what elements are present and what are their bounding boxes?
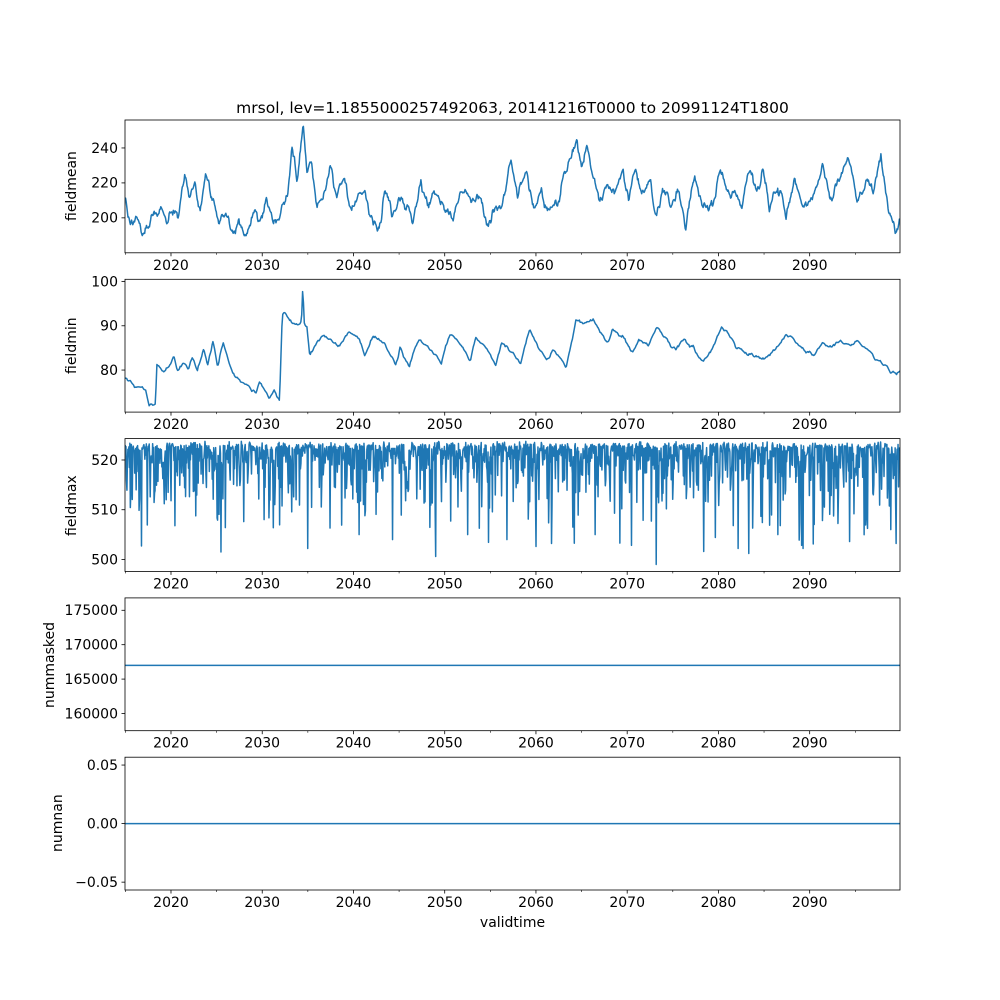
subplot-numnan [75,757,900,911]
x-tick-label: 2060 [518,257,554,274]
x-tick-label: 2050 [426,576,463,593]
x-tick-label: 2090 [791,735,828,752]
y-tick-label: 500 [91,552,118,569]
x-tick-label: 2090 [791,895,828,911]
axes-spine-fieldmin [125,279,900,412]
x-tick-label: 2040 [335,895,372,911]
x-tick-label: 2070 [609,895,646,911]
x-tick-label: 2040 [335,257,372,274]
x-tick-label: 2080 [700,417,737,434]
x-tick-label: 2020 [153,576,189,593]
x-tick-label: 2050 [426,735,463,752]
x-tick-label: 2020 [153,257,189,274]
y-tick-label: 165000 [64,671,118,688]
y-axis-label-numnan: numnan [50,794,66,853]
y-tick-label: 0.00 [86,816,118,833]
y-axis-label-fieldmax: fieldmax [64,475,80,536]
subplot-fieldmin [91,274,900,433]
x-tick-label: 2090 [791,257,828,274]
y-tick-label: 240 [91,140,118,157]
x-tick-label: 2030 [244,735,281,752]
y-tick-label: 0.05 [86,757,118,774]
x-tick-label: 2050 [426,895,463,911]
x-tick-label: 2070 [609,257,646,274]
subplot-nummasked [65,598,900,752]
x-tick-label: 2080 [700,895,737,911]
y-tick-label: 175000 [64,603,118,620]
figure-title: mrsol, lev=1.1855000257492063, 20141216T0000 to 20991124T1800 [236,99,789,117]
y-tick-label: 170000 [64,637,118,654]
y-tick-label: 510 [91,502,118,519]
axes-spine-nummasked [125,598,900,731]
x-tick-label: 2070 [609,417,646,434]
x-tick-label: 2070 [609,735,646,752]
y-tick-label: 80 [100,362,118,379]
x-tick-label: 2050 [426,257,463,274]
x-tick-label: 2060 [518,417,554,434]
x-tick-label: 2020 [153,895,189,911]
y-axis-label-fieldmin: fieldmin [64,317,80,374]
x-axis-label: validtime [479,915,546,931]
y-tick-label: 520 [91,452,118,469]
series-fieldmin [125,292,900,406]
x-tick-label: 2020 [153,417,189,434]
x-tick-label: 2060 [518,576,554,593]
series-fieldmax [125,441,900,564]
x-tick-label: 2030 [244,257,281,274]
x-tick-label: 2040 [335,417,372,434]
x-tick-label: 2070 [609,576,646,593]
axes-spine-fieldmean [125,120,900,253]
x-tick-label: 2080 [700,735,737,752]
x-tick-label: 2080 [700,576,737,593]
x-tick-label: 2030 [244,417,281,434]
x-tick-label: 2090 [791,576,828,593]
x-tick-label: 2060 [518,735,554,752]
x-tick-label: 2080 [700,257,737,274]
y-tick-label: 100 [91,274,118,291]
y-tick-label: 160000 [64,706,118,723]
series-fieldmean [125,126,900,235]
x-tick-label: 2050 [426,417,463,434]
x-tick-label: 2020 [153,735,189,752]
y-axis-label-nummasked: nummasked [42,621,58,708]
y-tick-label: 220 [91,175,118,192]
x-tick-label: 2060 [518,895,554,911]
x-tick-label: 2040 [335,735,372,752]
y-axis-label-fieldmean: fieldmean [64,151,80,222]
x-tick-label: 2040 [335,576,372,593]
x-tick-label: 2030 [244,576,281,593]
y-tick-label: 90 [100,318,118,335]
subplot-fieldmean [91,120,900,274]
x-tick-label: 2030 [244,895,281,911]
x-tick-label: 2090 [791,417,828,434]
y-tick-label: 200 [91,210,118,227]
y-tick-label: −0.05 [75,875,118,891]
subplot-fieldmax [91,439,900,593]
